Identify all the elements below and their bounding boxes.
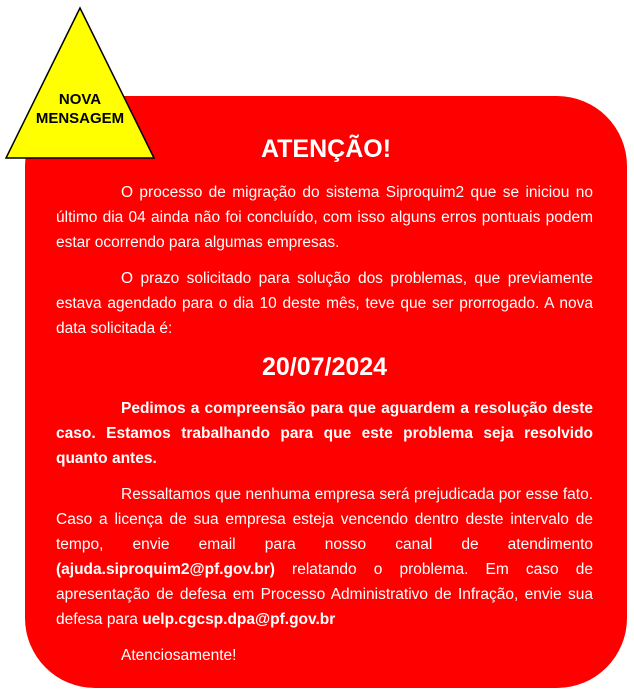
notice-content	[56, 180, 593, 679]
badge-label	[18, 90, 142, 128]
contact-text-2: relatando o problema. Em caso de apresentação de defesa em Processo Administrativo de Infração, envie sua defesa para	[56, 561, 593, 628]
notice-title: ATENÇÃO!	[260, 135, 392, 163]
badge-line2: MENSAGEM	[35, 110, 125, 127]
contact-text-1: Ressaltamos que nenhuma empresa será prejudicada por esse fato. Caso a licença de sua empresa esteja vencendo dentro deste intervalo de tempo, envie email para nosso canal de atendimento	[56, 486, 593, 553]
paragraph-contact	[56, 482, 593, 632]
new-date: 20/07/2024	[261, 353, 388, 381]
defense-email: uelp.cgcsp.dpa@pf.gov.br	[142, 611, 336, 628]
badge-line1: NOVA	[58, 91, 102, 108]
closing-text: Atenciosamente!	[121, 647, 237, 664]
paragraph-understanding: Pedimos a compreensão para que aguardem a resolução deste caso. Estamos trabalhando para que este problema seja resolvido quanto antes.	[56, 400, 593, 467]
support-email: (ajuda.siproquim2@pf.gov.br)	[56, 561, 275, 578]
paragraph-deadline: O prazo solicitado para solução dos problemas, que previamente estava agendado para o dia 10 deste mês, teve que ser prorrogado. A nova data solicitada é:	[56, 270, 593, 337]
paragraph-migration: O processo de migração do sistema Siproquim2 que se iniciou no último dia 04 ainda não foi concluído, com isso alguns erros pontuais podem estar ocorrendo para algumas empresas.	[56, 184, 593, 251]
